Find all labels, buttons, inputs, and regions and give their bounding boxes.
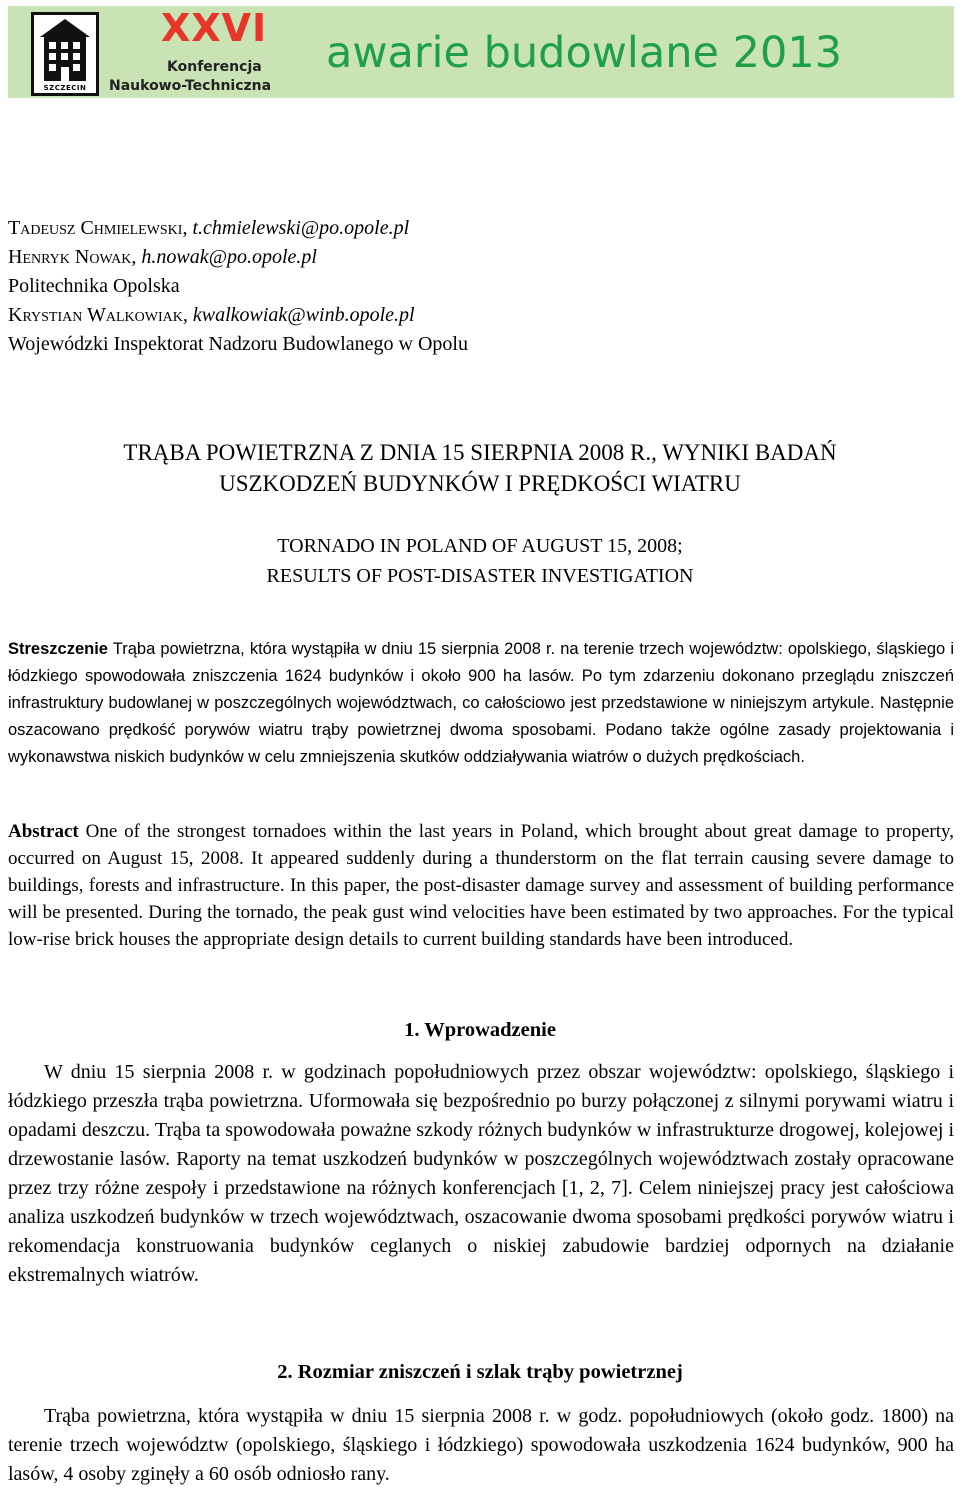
summary-text: Trąba powietrzna, która wystąpiła w dniu 15 sierpnia 2008 r. na terenie trzech województw: opolskiego, śląskiego i łódzkiego spowodowała zniszczenia 1624 budynków i około 900 ha lasów. Po tym zdarzeniu dokonano przeglądu zniszczeń infrastruktury budowlanej w poszczególnych województwach, co całościowo jest przedstawione w niniejszym artykule. Następnie oszacowano prędkość porywów wiatru trąby powietrznej dwoma sposobami. Podano także ogólne zasady projektowania i wykonawstwa niskich budynków w celu zmniejszenia skutków oddziaływania wiatrów o dużych prędkościach. bbox=[8, 640, 954, 766]
author-name-part: adeusz bbox=[20, 217, 76, 239]
author-name-part: H bbox=[8, 246, 23, 268]
affiliation: Wojewódzki Inspektorat Nadzoru Budowlanego w Opolu bbox=[8, 333, 468, 355]
affiliation: Politechnika Opolska bbox=[8, 275, 180, 297]
building-logo-icon bbox=[34, 15, 96, 85]
section-heading: 1. Wprowadzenie bbox=[404, 1019, 556, 1041]
author-name-part: owak bbox=[89, 246, 132, 268]
conference-type: Naukowo-Techniczna bbox=[109, 78, 272, 94]
section-body: Trąba powietrzna, która wystąpiła w dniu 15 sierpnia 2008 r. w godz. popołudniowych (około godz. 1800) na terenie trzech województw (opolskiego, śląskiego i łódzkiego) spowodowała uszkodzenia 1624 budynków, 900 ha lasów, 4 osoby zginęły a 60 osób odniosło rany. bbox=[8, 1405, 954, 1485]
title-line: USZKODZEŃ BUDYNKÓW I PRĘDKOŚCI WIATRU bbox=[219, 471, 741, 496]
title-line: TORNADO IN POLAND OF AUGUST 15, 2008; bbox=[277, 535, 683, 557]
title-line: TRĄBA POWIETRZNA Z DNIA 15 SIERPNIA 2008 R., WYNIKI BADAŃ bbox=[123, 440, 837, 465]
paper-title-polish bbox=[0, 437, 960, 499]
conference-banner bbox=[8, 6, 954, 98]
author-name-part: alkowiak bbox=[105, 304, 183, 326]
author-email[interactable]: kwalkowiak@winb.opole.pl bbox=[192, 304, 415, 326]
summary-lead: Streszczenie bbox=[8, 640, 108, 658]
paper-title-english bbox=[0, 531, 960, 591]
author-walkowiak: Krystian Walkowiak, kwalkowiak@winb.opole.pl bbox=[8, 304, 415, 326]
author-name-part: N bbox=[74, 246, 90, 268]
conference-title: awarie budowlane 2013 bbox=[326, 28, 843, 78]
conference-logo bbox=[31, 12, 99, 96]
conference-label: Konferencja bbox=[167, 59, 262, 75]
section-body: W dniu 15 sierpnia 2008 r. w godzinach popołudniowych przez obszar województw: opolskiego, śląskiego i łódzkiego przeszła trąba powietrzna. Uformowała się bezpośrednio po burzy połączonej z silnymi porywami wiatru i opadami deszczu. Trąba ta spowodowała poważne szkody różnych budynków w infrastrukturze drogowej, kolejowej i drzewostanie lasów. Raporty na temat uszkodzeń budynków w poszczególnych województwach zostały opracowane przez trzy różne zespoły i przedstawione na różnych konferencjach [1, 2, 7]. Celem niniejszej pracy jest całościowa analiza uszkodzeń budynków w trzech województwach, oszacowanie dwoma sposobami prędkości porywów wiatru i rekomendacja konstruowania budynków ceglanych o niskiej zabudowie bardziej odpornych na działanie ekstremalnych wiatrów. bbox=[8, 1061, 954, 1286]
logo-city-label: SZCZECIN bbox=[43, 84, 87, 92]
author-name-part: K bbox=[8, 304, 23, 326]
abstract-english bbox=[8, 818, 954, 953]
title-line: RESULTS OF POST-DISASTER INVESTIGATION bbox=[266, 565, 694, 587]
author-email[interactable]: h.nowak@po.opole.pl bbox=[141, 246, 317, 268]
author-name-part: W bbox=[87, 304, 106, 326]
summary-polish bbox=[8, 636, 954, 771]
conference-number: XXVI bbox=[161, 6, 268, 50]
author-name-part: hmielewski bbox=[93, 217, 183, 239]
author-nowak: Henryk Nowak, h.nowak@po.opole.pl bbox=[8, 246, 317, 268]
section-heading: 2. Rozmiar zniszczeń i szlak trąby powietrznej bbox=[277, 1361, 683, 1383]
abstract-text: One of the strongest tornadoes within the last years in Poland, which brought about great damage to property, occurred on August 15, 2008. It appeared suddenly during a thunderstorm on the flat terrain causing severe damage to buildings, forests and infrastructure. In this paper, the post-disaster damage survey and assessment of building performance will be presented. During the tornado, the peak gust wind velocities have been estimated by two approaches. For the typical low-rise brick houses the appropriate design details to current building standards have been introduced. bbox=[8, 821, 955, 950]
abstract-lead: Abstract bbox=[8, 821, 79, 842]
author-block bbox=[8, 214, 468, 359]
author-chmielewski: Tadeusz Chmielewski, t.chmielewski@po.opole.pl bbox=[8, 217, 410, 239]
author-name-part: C bbox=[80, 217, 94, 239]
author-email[interactable]: t.chmielewski@po.opole.pl bbox=[192, 217, 410, 239]
author-name-part: rystian bbox=[22, 304, 83, 326]
author-name-part: enryk bbox=[22, 246, 70, 268]
author-name-part: T bbox=[8, 217, 21, 239]
